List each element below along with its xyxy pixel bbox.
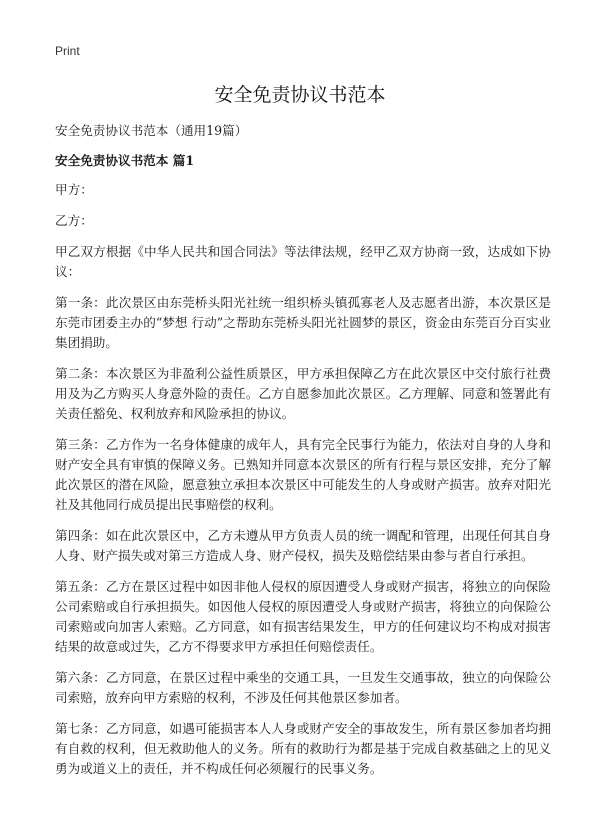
document-subtitle: 安全免责协议书范本（通用19篇）	[55, 123, 248, 138]
party-a-label: 甲方：	[55, 182, 93, 197]
paragraph-intro: 甲乙双方根据《中华人民共和国合同法》等法律法规，经甲乙双方协商一致，达成如下协议：	[55, 244, 551, 279]
paragraph-article-1: 第一条：此次景区由东莞桥头阳光社统一组织桥头镇孤寡老人及志愿者出游，本次景区是东莞市团委主办的“梦想 行动”之帮助东莞桥头阳光社圆梦的景区，资金由东莞百分百实业集团捐助。	[55, 295, 551, 350]
paragraph-article-3: 第三条：乙方作为一名身体健康的成年人，具有完全民事行为能力，依法对自身的人身和财产安全具有审慎的保障义务。已熟知并同意本次景区的所有行程与景区安排，充分了解此次景区的潜在风险，愿意独立承担本次景区中可能发生的人身或财产损害。放弃对阳光社及其他同行成员提出民事赔偿的权利。	[55, 437, 551, 512]
document-body	[55, 121, 551, 790]
paragraph-article-7: 第七条：乙方同意，如遇可能损害本人人身或财产安全的事故发生，所有景区参加者均拥有自救的权利，但无救助他人的义务。所有的救助行为都是基于完成自救基础之上的见义勇为或道义上的责任，并不构成任何必须履行的民事义务。	[55, 721, 551, 776]
paragraph-article-2: 第二条：本次景区为非盈利公益性质景区，甲方承担保障乙方在此次景区中交付旅行社费用及为乙方购买人身意外险的责任。乙方自愿参加此次景区。乙方理解、同意和签署此有关责任豁免、权利放弃和风险承担的协议。	[55, 366, 551, 421]
print-link[interactable]: Print	[55, 44, 80, 58]
paragraph-article-5: 第五条：乙方在景区过程中如因非他人侵权的原因遭受人身或财产损害，将独立的向保险公司索赔或自行承担损失。如因他人侵权的原因遭受人身或财产损害，将独立的向保险公司索赔或向加害人索赔。乙方同意，如有损害结果发生，甲方的任何建议均不构成对损害结果的故意或过失，乙方不得要求甲方承担任何赔偿责任。	[55, 579, 551, 654]
paragraph-article-4: 第四条：如在此次景区中，乙方未遵从甲方负责人员的统一调配和管理，出现任何其自身人身、财产损失或对第三方造成人身、财产侵权，损失及赔偿结果由参与者自行承担。	[55, 528, 551, 563]
paragraph-article-6: 第六条：乙方同意，在景区过程中乘坐的交通工具，一旦发生交通事故，独立的向保险公司索赔，放弃向甲方索赔的权利，不涉及任何其他景区参加者。	[55, 670, 551, 705]
page-title: 安全免责协议书范本	[214, 84, 386, 106]
section-heading: 安全免责协议书范本 篇1	[55, 153, 195, 168]
party-b-label: 乙方：	[55, 213, 93, 228]
